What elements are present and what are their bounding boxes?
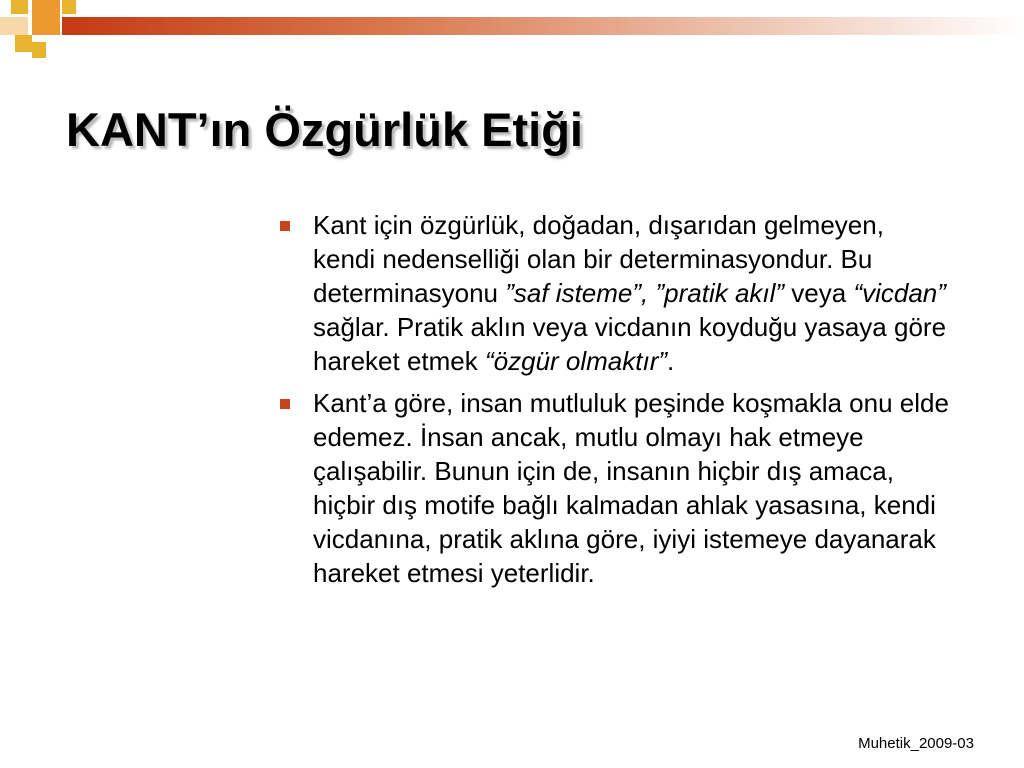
- bullet-1-italic-b: “vicdan”: [853, 278, 946, 308]
- decorative-header-graphic: [0, 0, 1024, 70]
- footer-label: Muhetik_2009-03: [858, 735, 974, 752]
- bullet-1-text-c: sağlar. Pratik aklın veya vicdanın koyduğu yasaya göre hareket etmek: [313, 312, 947, 376]
- slide-title: KANT’ın Özgürlük Etiği: [66, 103, 583, 156]
- square-bullet-icon: [280, 399, 290, 409]
- bullet-1-italic-a: ”saf isteme”, ”pratik akıl”: [505, 278, 785, 308]
- bullet-item-2: [272, 386, 952, 590]
- square-bullet-icon: [280, 221, 290, 231]
- deco-square-gold-bottom: [15, 35, 32, 52]
- bullet-1-text-d: .: [667, 346, 675, 376]
- bullet-item-1: [272, 208, 952, 378]
- bullet-1-text-a: Kant için özgürlük, doğadan, dışarıdan gelmeyen, kendi nedenselliği olan bir determinasyondur. Bu determinasyonu: [313, 210, 884, 308]
- deco-square-gold-bottom-right: [32, 42, 46, 58]
- deco-square-light: [0, 17, 28, 35]
- bullet-1-text-b: veya: [784, 278, 854, 308]
- bullet-2-text: Kant’a göre, insan mutluluk peşinde koşmakla onu elde edemez. İnsan ancak, mutlu olmayı hak etmeye çalışabilir. Bunun için de, insanın hiçbir dış amaca, hiçbir dış motife bağlı kalmadan ahlak yasasına, kendi vicdanına, pratik aklına göre, iyiyi istemeye dayanarak hareket etmesi yeterlidir.: [313, 388, 949, 588]
- deco-gradient-band: [62, 17, 1024, 35]
- deco-square-gold-top: [11, 0, 28, 14]
- deco-square-orange: [32, 0, 60, 35]
- deco-square-gold-top-right: [62, 0, 76, 14]
- bullet-1-italic-c: “özgür olmaktır”: [484, 346, 668, 376]
- bullet-list: [272, 208, 952, 598]
